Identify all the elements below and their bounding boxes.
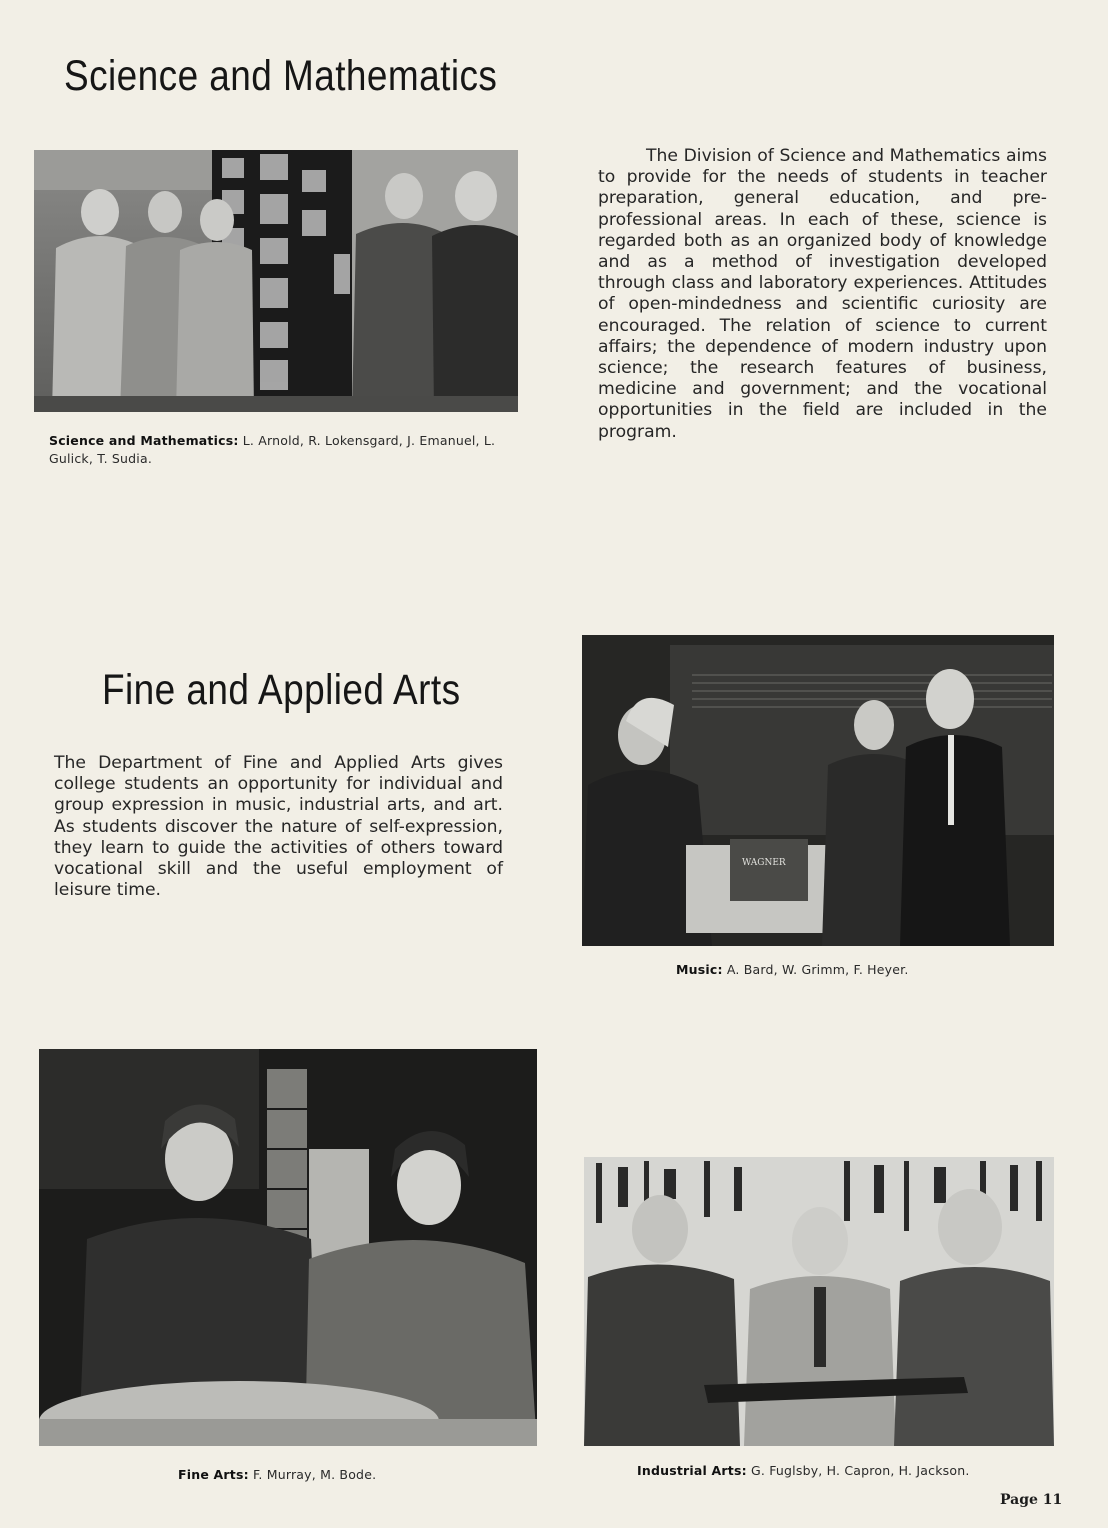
arts-section-title: Fine and Applied Arts [102,666,461,714]
fine-arts-caption-label: Fine Arts: [178,1467,249,1482]
science-faculty-photo [34,150,518,412]
fine-arts-faculty-photo [39,1049,537,1446]
industrial-arts-caption-label: Industrial Arts: [637,1463,747,1478]
music-photo-caption [676,961,976,979]
industrial-arts-photo-caption [637,1462,1017,1480]
industrial-arts-faculty-photo [584,1157,1054,1446]
fine-arts-photo-caption [178,1466,438,1484]
page-number: Page 11 [1000,1492,1063,1508]
science-section-title: Science and Mathematics [64,52,498,100]
industrial-arts-caption-names: G. Fuglsby, H. Capron, H. Jackson. [750,1463,970,1478]
science-description: The Division of Science and Mathematics aims to provide for the needs of students in teacher preparation, general education, and pre-professional areas. In each of these, science is regarded both as an organized body of knowledge and as a method of investigation developed through class and laboratory experiences. Attitudes of open-mindedness and scientific curiosity are encouraged. The relation of science to current affairs; the dependence of modern industry upon science; the research features of business, medicine and government; and the vocational opportunities in the field are included in the program. [598,146,1047,442]
science-photo-caption [49,432,507,468]
music-caption-names: A. Bard, W. Grimm, F. Heyer. [726,962,909,977]
music-caption-label: Music: [676,962,723,977]
music-faculty-photo [582,635,1054,946]
science-caption-label: Science and Mathematics: [49,433,239,448]
science-caption-names: L. Arnold, R. Lokensgard, J. Emanuel, L. Gulick, T. Sudia. [49,433,496,466]
fine-arts-caption-names: F. Murray, M. Bode. [253,1467,377,1482]
arts-description: The Department of Fine and Applied Arts gives college students an opportunity for individual and group expression in music, industrial arts, and art. As students discover the nature of self-expression, they learn to guide the activities of others toward vocational skill and the useful employment of leisure time. [54,753,503,901]
record-album-label: WAGNER [742,858,786,868]
